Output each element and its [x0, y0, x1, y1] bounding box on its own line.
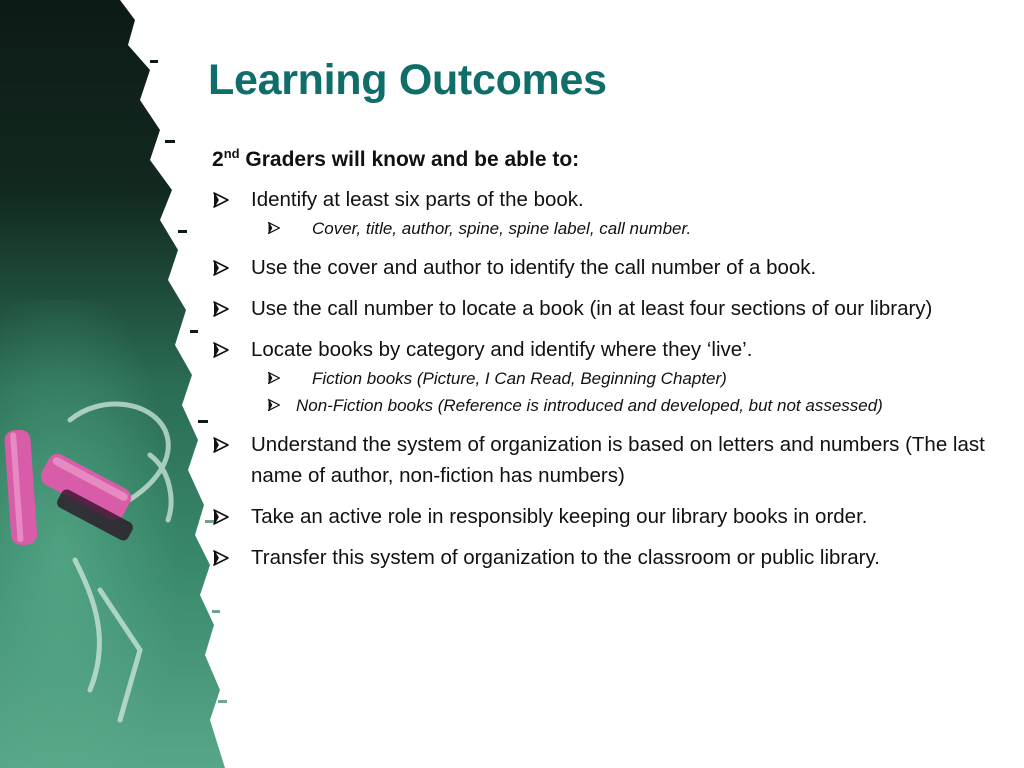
outcome-item [212, 334, 1002, 419]
outcome-item [212, 184, 1002, 242]
intro-line [212, 140, 1002, 174]
outcome-text: Locate books by category and identify where they ‘live’. [251, 338, 753, 361]
arrowhead-bullet-icon [267, 221, 281, 235]
arrowhead-bullet-icon [267, 398, 281, 412]
sub-item [267, 215, 1002, 242]
chalkboard-artwork [0, 0, 240, 768]
intro-ordinal-suffix: nd [223, 146, 240, 161]
outcome-text: Use the call number to locate a book (in at least four sections of our library) [251, 297, 933, 320]
outcome-text: Transfer this system of organization to the classroom or public library. [251, 546, 880, 569]
arrowhead-bullet-icon [212, 436, 230, 454]
arrowhead-bullet-icon [212, 259, 230, 277]
outcome-item [212, 501, 1002, 532]
sub-list [251, 365, 1002, 419]
slide-title: Learning Outcomes [208, 56, 607, 104]
arrowhead-bullet-icon [267, 371, 281, 385]
outcome-item [212, 293, 1002, 324]
arrowhead-bullet-icon [212, 191, 230, 209]
outcome-text: Use the cover and author to identify the call number of a book. [251, 256, 817, 279]
intro-ordinal-number: 2 [212, 148, 224, 171]
sub-item-text: Fiction books (Picture, I Can Read, Beginning Chapter) [312, 369, 727, 388]
arrowhead-bullet-icon [212, 508, 230, 526]
arrowhead-bullet-icon [212, 341, 230, 359]
slide-body [212, 140, 1002, 583]
sub-item [267, 392, 1002, 419]
arrowhead-bullet-icon [212, 549, 230, 567]
outcome-text: Identify at least six parts of the book. [251, 188, 584, 211]
sub-list [251, 215, 1002, 242]
outcome-item [212, 252, 1002, 283]
outcome-text: Understand the system of organization is based on letters and numbers (The last name of author, non-fiction has numbers) [251, 433, 985, 487]
outcome-item [212, 429, 1002, 491]
sub-item [267, 365, 1002, 392]
sub-item-text: Cover, title, author, spine, spine label, call number. [312, 219, 692, 238]
outcome-text: Take an active role in responsibly keeping our library books in order. [251, 505, 868, 528]
outcomes-list [212, 184, 1002, 573]
outcome-item [212, 542, 1002, 573]
sub-item-text: Non-Fiction books (Reference is introduced and developed, but not assessed) [296, 396, 883, 415]
intro-text: Graders will know and be able to: [239, 148, 580, 171]
arrowhead-bullet-icon [212, 300, 230, 318]
